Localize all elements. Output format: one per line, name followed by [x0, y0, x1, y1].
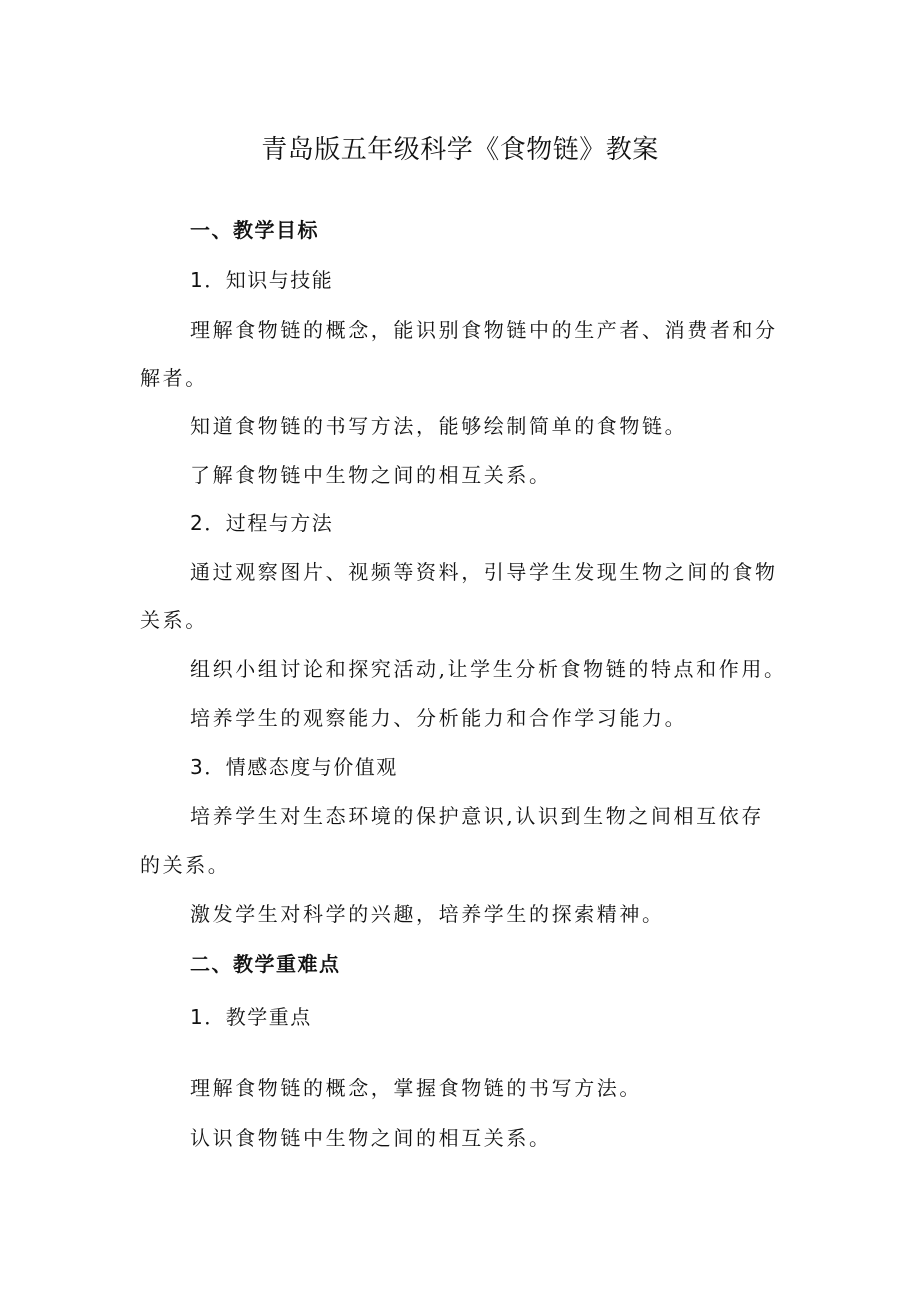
paragraph-line: 认识食物链中生物之间的相互关系。: [190, 1126, 552, 1150]
section-heading-objectives: 一、教学目标: [190, 218, 319, 242]
subsection-label-teaching-focus: 1．教学重点: [190, 1005, 312, 1029]
paragraph-line: 了解食物链中生物之间的相互关系。: [190, 463, 552, 487]
paragraph-line: 的关系。: [140, 853, 231, 877]
paragraph-line: 组织小组讨论和探究活动,让学生分析食物链的特点和作用。: [190, 657, 787, 681]
paragraph-line: 激发学生对科学的兴趣，培养学生的探索精神。: [190, 902, 665, 926]
section-heading-key-points: 二、教学重难点: [190, 952, 341, 976]
subsection-label-process-methods: 2．过程与方法: [190, 511, 334, 535]
paragraph-line: 知道食物链的书写方法，能够绘制简单的食物链。: [190, 414, 688, 438]
paragraph-line: 通过观察图片、视频等资料，引导学生发现生物之间的食物: [190, 560, 778, 584]
paragraph-line: 关系。: [140, 608, 208, 632]
paragraph-line: 培养学生的观察能力、分析能力和合作学习能力。: [190, 706, 688, 730]
paragraph-line: 培养学生对生态环境的保护意识,认识到生物之间相互依存: [190, 804, 764, 828]
paragraph-line: 理解食物链的概念，能识别食物链中的生产者、消费者和分: [190, 318, 778, 342]
subsection-label-knowledge-skills: 1．知识与技能: [190, 268, 334, 292]
document-title: 青岛版五年级科学《食物链》教案: [261, 135, 659, 165]
paragraph-line: 解者。: [140, 366, 208, 390]
paragraph-line: 理解食物链的概念，掌握食物链的书写方法。: [190, 1076, 642, 1100]
subsection-label-attitudes-values: 3．情感态度与价值观: [190, 755, 398, 779]
